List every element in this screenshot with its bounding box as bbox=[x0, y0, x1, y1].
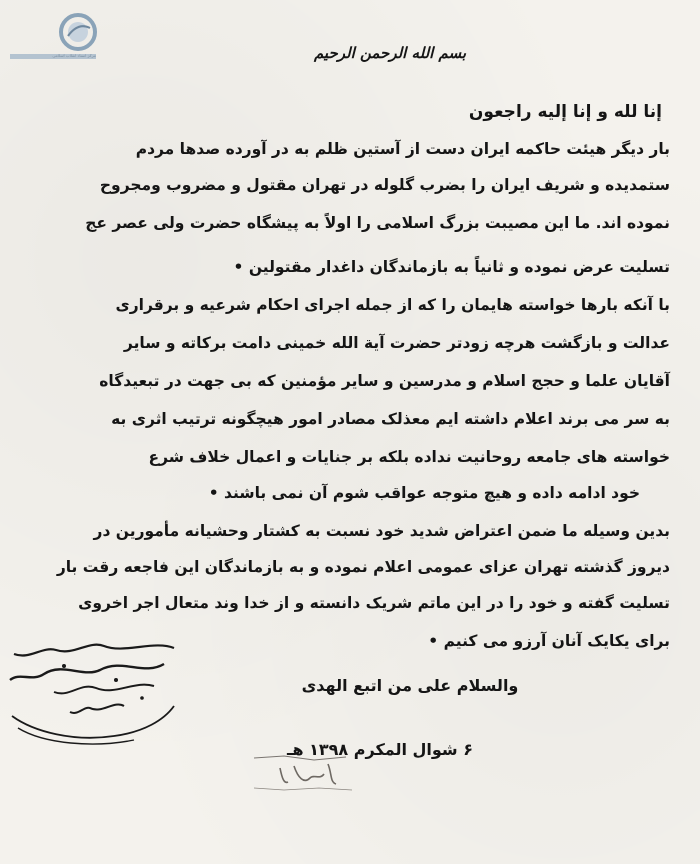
body-line-14: برای یکایک آنان آرزو می کنیم • bbox=[428, 632, 670, 650]
body-line-3: نموده اند. ما این مصیبت بزرگ اسلامی را اولاً به پیشگاه حضرت ولی عصر عج bbox=[85, 214, 670, 232]
body-line-4: تسلیت عرض نموده و ثانیاً به بازماندگان داغدار مقتولین • bbox=[233, 258, 670, 276]
logo-caption: مرکز اسناد انقلاب اسلامی bbox=[52, 53, 96, 58]
body-line-7: آقایان علما و حجج اسلام و مدرسین و سایر مؤمنین که بی جهت در تبعیدگاه bbox=[99, 372, 670, 390]
body-line-13: تسلیت گفته و خود را در این ماتم شریک دانسته و از خدا وند متعال اجر اخروی bbox=[78, 594, 670, 612]
document-date: ۶ شوال المکرم ۱۳۹۸ هـ bbox=[286, 740, 473, 759]
body-line-11: بدین وسیله ما ضمن اعتراض شدید خود نسبت به کشتار وحشیانه مأمورین در bbox=[93, 522, 670, 540]
body-line-8: به سر می برند اعلام داشته ایم معذلک مصادر امور هیچگونه ترتیب اثری به bbox=[111, 410, 670, 428]
handwritten-signature bbox=[4, 636, 184, 750]
quran-verse: إنا لله و إنا إلیه راجعون bbox=[468, 102, 662, 122]
body-line-6: عدالت و بازگشت هرچه زودتر حضرت آیة الله خمینی دامت برکاته و سایر bbox=[123, 334, 670, 352]
body-line-10: خود ادامه داده و هیچ متوجه عواقب شوم آن نمی باشند • bbox=[208, 484, 640, 502]
closing-salutation: والسلام علی من اتبع الهدی bbox=[301, 676, 519, 695]
basmala: بسم الله الرحمن الرحیم bbox=[313, 44, 467, 62]
body-line-2: ستمدیده و شریف ایران را بضرب گلوله در تهران مقتول و مضروب ومجروح bbox=[99, 176, 670, 194]
body-line-12: دیروز گذشته تهران عزای عمومی اعلام نموده و به بازماندگان این فاجعه رقت بار bbox=[56, 558, 670, 576]
body-line-1: بار دیگر هیئت حاکمه ایران دست از آستین ظلم به در آورده صدها مردم bbox=[135, 140, 670, 158]
archive-number-stamp bbox=[224, 748, 374, 794]
body-line-9: خواسته های جامعه روحانیت نداده بلکه بر جنایات و اعمال خلاف شرع bbox=[148, 448, 670, 466]
body-line-5: با آنکه بارها خواسته هایمان را که از جمله اجرای احکام شرعیه و برقراری bbox=[115, 296, 670, 314]
